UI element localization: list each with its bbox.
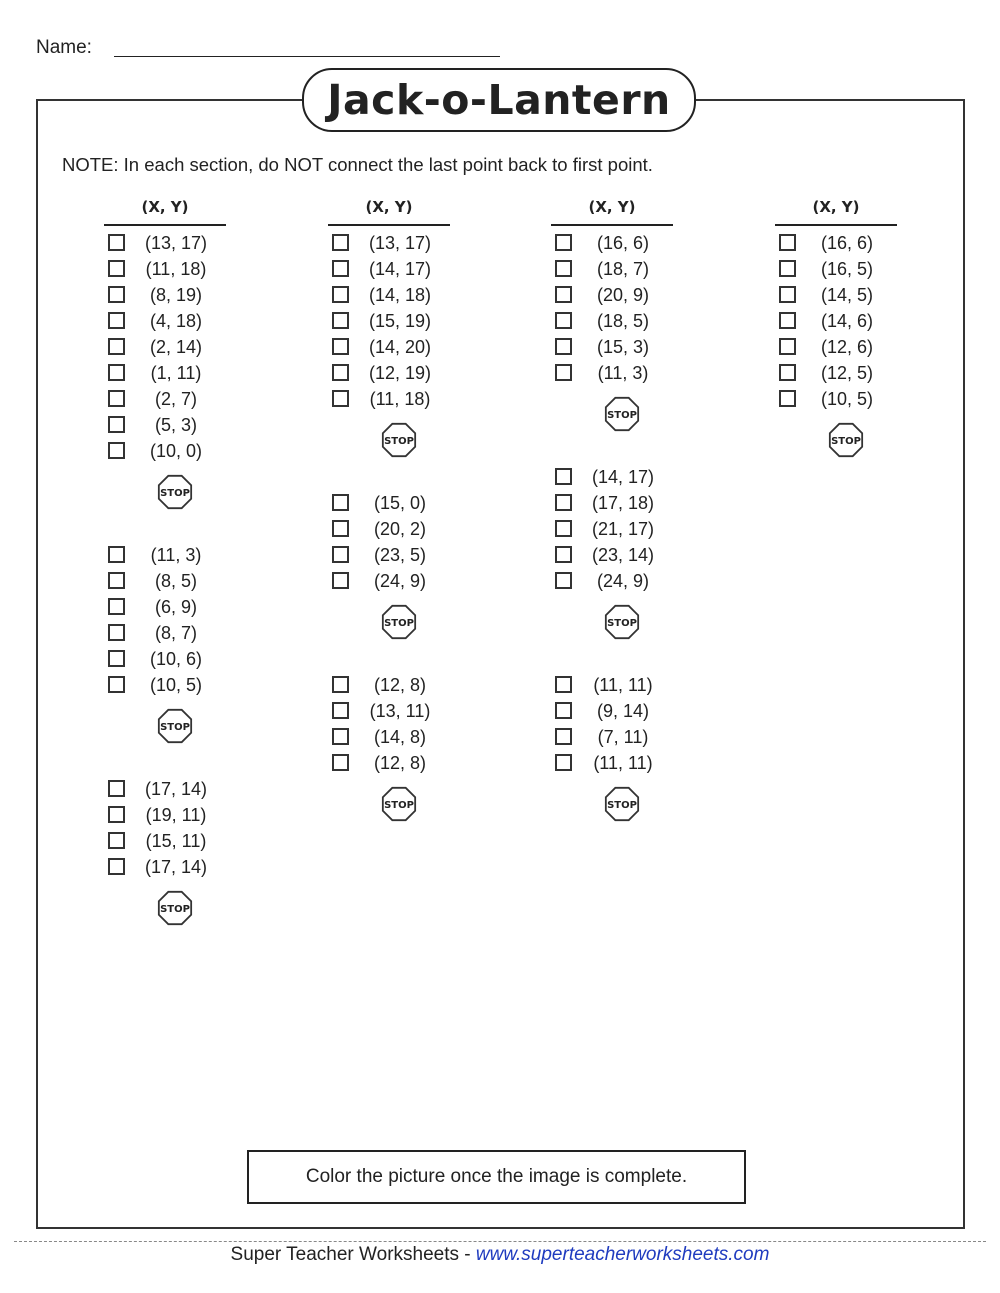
checkbox[interactable] [108,364,125,381]
coordinate-label: (10, 0) [149,441,203,461]
checkbox[interactable] [555,312,572,329]
stop-label: STOP [384,618,414,629]
coordinate-label: (13, 17) [144,233,208,253]
checkbox[interactable] [779,338,796,355]
coordinate-label: (14, 20) [368,337,432,357]
stop-label: STOP [607,410,637,421]
page-title: Jack-o-Lantern [302,68,696,132]
checkbox[interactable] [779,312,796,329]
stop-label: STOP [607,618,637,629]
checkbox[interactable] [108,806,125,823]
checkbox[interactable] [108,234,125,251]
coordinate-label: (15, 11) [145,831,207,851]
checkbox[interactable] [108,624,125,641]
checkbox[interactable] [332,286,349,303]
coordinate-label: (11, 11) [593,675,653,695]
coordinate-label: (24, 9) [373,571,427,591]
checkbox[interactable] [108,832,125,849]
coordinate-label: (15, 19) [368,311,432,331]
stop-sign-icon [603,395,641,433]
checkbox[interactable] [555,494,572,511]
checkbox[interactable] [779,234,796,251]
coordinate-label: (20, 9) [596,285,650,305]
checkbox[interactable] [108,676,125,693]
checkbox[interactable] [555,676,572,693]
stop-sign-icon [380,785,418,823]
checkbox[interactable] [108,572,125,589]
coordinate-label: (12, 19) [368,363,432,383]
coordinate-label: (8, 7) [154,623,197,643]
checkbox[interactable] [332,312,349,329]
stop-sign-icon [603,603,641,641]
coordinate-label: (20, 2) [373,519,427,539]
checkbox[interactable] [332,520,349,537]
coordinate-label: (16, 6) [596,233,650,253]
coordinate-label: (11, 18) [145,259,207,279]
checkbox[interactable] [108,338,125,355]
stop-label: STOP [384,800,414,811]
coordinate-label: (11, 3) [597,363,649,383]
checkbox[interactable] [332,754,349,771]
checkbox[interactable] [332,728,349,745]
note-text: NOTE: In each section, do NOT connect the last point back to first point. [62,154,653,175]
coordinate-label: (24, 9) [596,571,650,591]
stop-label: STOP [160,488,190,499]
coordinate-label: (15, 3) [596,337,650,357]
checkbox[interactable] [332,676,349,693]
checkbox[interactable] [332,572,349,589]
checkbox[interactable] [779,390,796,407]
name-line[interactable] [114,56,500,57]
checkbox[interactable] [555,546,572,563]
stop-label: STOP [384,436,414,447]
checkbox[interactable] [332,364,349,381]
checkbox[interactable] [332,338,349,355]
coordinate-label: (7, 11) [597,727,649,747]
checkbox[interactable] [108,390,125,407]
checkbox[interactable] [332,494,349,511]
coordinate-label: (17, 14) [144,779,208,799]
stop-sign-icon [380,603,418,641]
stop-label: STOP [831,436,861,447]
stop-label: STOP [160,904,190,915]
checkbox[interactable] [108,416,125,433]
footer-text: Super Teacher Worksheets - [230,1244,476,1265]
checkbox[interactable] [779,286,796,303]
coordinate-label: (10, 6) [149,649,203,669]
coordinate-label: (14, 5) [820,285,874,305]
coordinate-label: (14, 17) [591,467,655,487]
coordinate-label: (12, 8) [373,753,427,773]
coordinate-label: (14, 17) [368,259,432,279]
coordinate-label: (13, 17) [368,233,432,253]
coordinate-label: (14, 8) [373,727,427,747]
stop-label: STOP [160,722,190,733]
checkbox[interactable] [555,364,572,381]
coordinate-label: (18, 5) [596,311,650,331]
coordinate-label: (15, 0) [373,493,427,513]
checkbox[interactable] [108,650,125,667]
coordinate-label: (2, 7) [154,389,197,409]
coordinate-label: (9, 14) [596,701,650,721]
coordinate-label: (5, 3) [154,415,197,435]
checkbox[interactable] [555,520,572,537]
coordinate-label: (11, 18) [369,389,431,409]
column-header: (X, Y) [104,198,226,226]
checkbox[interactable] [555,728,572,745]
stop-sign-icon [827,421,865,459]
checkbox[interactable] [555,572,572,589]
coordinate-label: (12, 6) [820,337,874,357]
coordinate-label: (1, 11) [150,363,202,383]
instruction-text: Color the picture once the image is complete. [305,1166,688,1187]
coordinate-label: (10, 5) [149,675,203,695]
checkbox[interactable] [332,702,349,719]
checkbox[interactable] [108,286,125,303]
coordinate-label: (23, 5) [373,545,427,565]
coordinate-label: (13, 11) [369,701,431,721]
name-label: Name: [36,37,92,58]
instruction-box [247,1150,746,1204]
checkbox[interactable] [779,364,796,381]
checkbox[interactable] [108,858,125,875]
coordinate-label: (21, 17) [591,519,655,539]
coordinate-label: (14, 18) [368,285,432,305]
coordinate-label: (12, 8) [373,675,427,695]
column-header: (X, Y) [328,198,450,226]
checkbox[interactable] [779,260,796,277]
column-header: (X, Y) [551,198,673,226]
coordinate-label: (19, 11) [145,805,207,825]
checkbox[interactable] [555,468,572,485]
coordinate-label: (4, 18) [149,311,203,331]
checkbox[interactable] [555,234,572,251]
footer-url[interactable]: www.superteacherworksheets.com [475,1244,770,1265]
checkbox[interactable] [108,312,125,329]
coordinate-label: (23, 14) [591,545,655,565]
coordinate-label: (6, 9) [154,597,197,617]
footer [0,1244,1000,1266]
checkbox[interactable] [108,546,125,563]
cut-line [14,1241,986,1242]
coordinate-label: (12, 5) [820,363,874,383]
coordinate-label: (16, 5) [820,259,874,279]
checkbox[interactable] [555,260,572,277]
stop-sign-icon [156,707,194,745]
stop-sign-icon [603,785,641,823]
stop-sign-icon [156,889,194,927]
checkbox[interactable] [332,546,349,563]
checkbox[interactable] [555,702,572,719]
coordinate-label: (11, 3) [150,545,202,565]
checkbox[interactable] [332,260,349,277]
stop-sign-icon [156,473,194,511]
coordinate-label: (18, 7) [596,259,650,279]
coordinate-label: (17, 18) [591,493,655,513]
checkbox[interactable] [108,260,125,277]
coordinate-label: (16, 6) [820,233,874,253]
checkbox[interactable] [332,234,349,251]
coordinate-label: (8, 19) [149,285,203,305]
checkbox[interactable] [555,338,572,355]
coordinate-label: (14, 6) [820,311,874,331]
coordinate-label: (17, 14) [144,857,208,877]
checkbox[interactable] [108,442,125,459]
checkbox[interactable] [555,286,572,303]
coordinate-label: (10, 5) [820,389,874,409]
checkbox[interactable] [108,598,125,615]
column-header: (X, Y) [775,198,897,226]
coordinate-label: (11, 11) [593,753,653,773]
stop-sign-icon [380,421,418,459]
coordinate-label: (2, 14) [149,337,203,357]
checkbox[interactable] [108,780,125,797]
checkbox[interactable] [555,754,572,771]
stop-label: STOP [607,800,637,811]
coordinate-label: (8, 5) [154,571,197,591]
checkbox[interactable] [332,390,349,407]
